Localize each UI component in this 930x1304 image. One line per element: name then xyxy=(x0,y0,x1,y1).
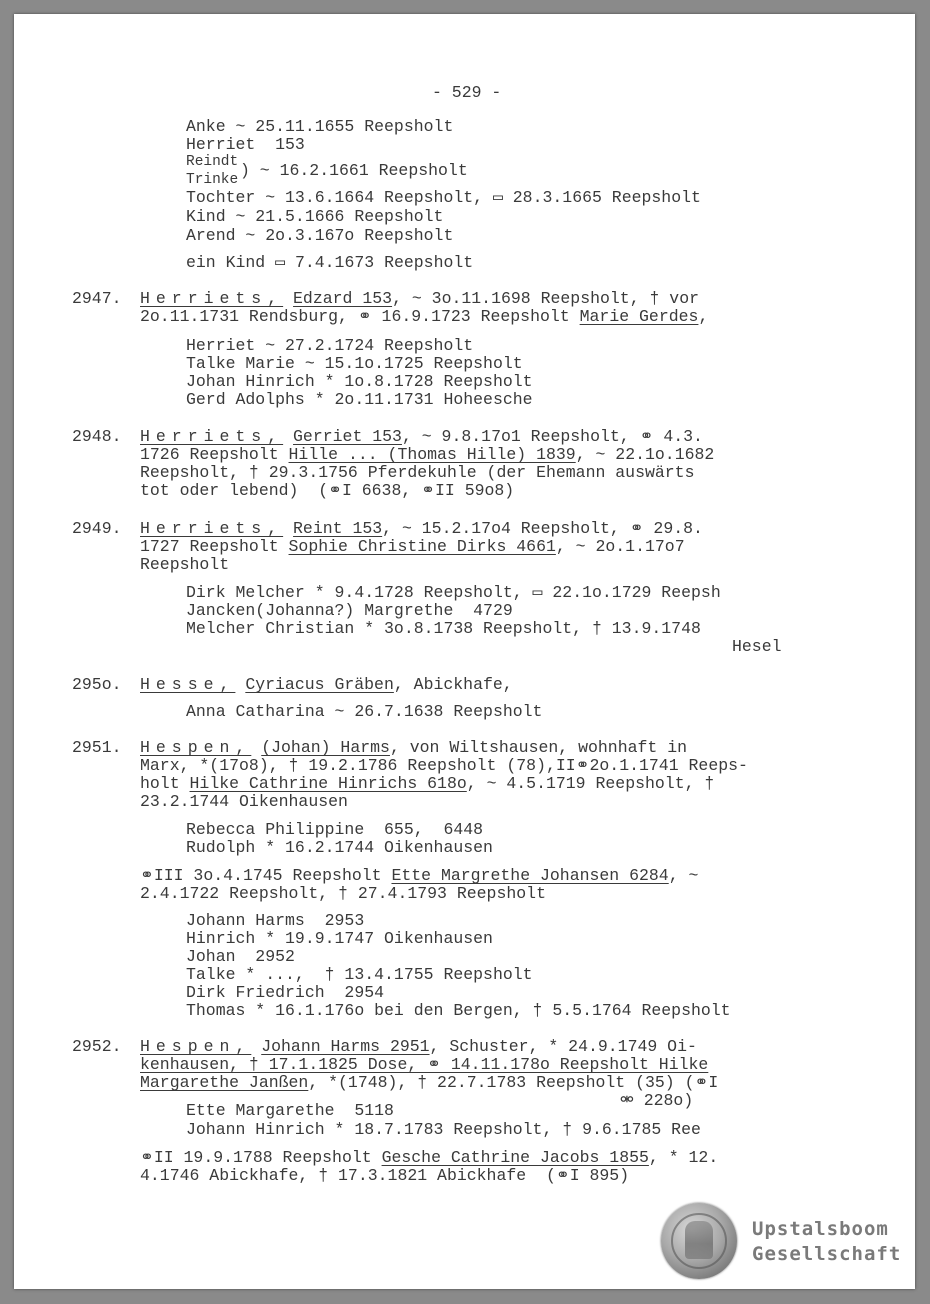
entry-line: tot oder lebend) (⚭I 6638, ⚭II 59o8) xyxy=(140,481,515,500)
list-item: Hinrich * 19.9.1747 Oikenhausen xyxy=(186,929,493,948)
entry-text: , ~ 4.5.1719 Reepsholt, † xyxy=(466,774,715,793)
entry-surname: Herriets, xyxy=(140,289,284,308)
list-item: Johan 2952 xyxy=(186,947,295,966)
entry-text: , ~ 2o.1.17o7 xyxy=(555,537,685,556)
entry-text: , * 12. xyxy=(648,1148,719,1167)
entry-line xyxy=(140,775,714,793)
entry-heading xyxy=(140,739,687,757)
entry-text: 1726 Reepsholt xyxy=(140,445,289,464)
entry-number: 2947. xyxy=(72,289,122,308)
list-item: Melcher Christian * 3o.8.1738 Reepsholt, † 13.9.1748 xyxy=(186,619,701,638)
entry-text: kenhausen, † 17.1.1825 Dose, ⚭ 14.11.178o Reepsholt Hilke xyxy=(140,1055,709,1074)
document-page xyxy=(14,14,915,1289)
entry-text: , ~ 9.8.17o1 Reepsholt, ⚭ 4.3. xyxy=(401,427,703,446)
list-item: Thomas * 16.1.176o bei den Bergen, † 5.5.1764 Reepsholt xyxy=(186,1001,731,1020)
entry-line: Reepsholt, † 29.3.1756 Pferdekuhle (der Ehemann auswärts xyxy=(140,463,695,482)
entry-surname: Hesse, xyxy=(140,675,236,694)
list-item: Talke * ..., † 13.4.1755 Reepsholt xyxy=(186,965,533,984)
list-item: Rudolph * 16.2.1744 Oikenhausen xyxy=(186,838,493,857)
list-item: Rebecca Philippine 655, 6448 xyxy=(186,820,484,839)
entry-number: 2952. xyxy=(72,1037,122,1056)
spouse-name: Sophie Christine Dirks 4661 xyxy=(288,537,556,556)
list-item: Kind ~ 21.5.1666 Reepsholt xyxy=(186,207,444,226)
entry-surname: Hespen, xyxy=(140,1037,252,1056)
seal-figure xyxy=(685,1221,713,1259)
aside-note: ⚮ 228o) xyxy=(620,1091,694,1110)
entry-number: 2951. xyxy=(72,738,122,757)
entry-text: , Schuster, * 24.9.1749 Oi- xyxy=(429,1037,697,1056)
entry-given-name: Cyriacus Gräben xyxy=(245,675,394,694)
list-item: Talke Marie ~ 15.1o.1725 Reepsholt xyxy=(186,354,523,373)
entry-text: , ~ 3o.11.1698 Reepsholt, † vor xyxy=(392,289,700,308)
list-item: Dirk Friedrich 2954 xyxy=(186,983,385,1002)
entry-text: , ~ 15.2.17o4 Reepsholt, ⚭ 29.8. xyxy=(382,519,703,538)
entry-surname: Herriets, xyxy=(140,519,284,538)
entry-text: ⚭II 19.9.1788 Reepsholt xyxy=(140,1148,382,1167)
list-item: Ette Margarethe 5118 xyxy=(186,1101,394,1120)
entry-given-name: Edzard 153 xyxy=(293,289,393,308)
list-item: Trinke xyxy=(186,172,239,188)
entry-text: holt xyxy=(140,774,190,793)
society-seal-icon xyxy=(661,1203,737,1279)
spouse-name: Margarethe Janßen xyxy=(140,1073,309,1092)
list-item: Jancken(Johanna?) Margrethe 4729 xyxy=(186,601,513,620)
list-item: Johann Harms 2953 xyxy=(186,911,365,930)
spouse-name: Ette Margrethe Johansen 6284 xyxy=(391,866,669,885)
entry-text: , ~ xyxy=(668,866,699,885)
list-item: Tochter ~ 13.6.1664 Reepsholt, ▭ 28.3.1665 Reepsholt xyxy=(186,188,701,207)
entry-heading xyxy=(140,1038,697,1056)
entry-text: , Abickhafe, xyxy=(393,675,513,694)
marriage-line xyxy=(140,867,698,885)
entry-given-name: Johann Harms 2951 xyxy=(261,1037,430,1056)
spouse-name: Hilke Cathrine Hinrichs 618o xyxy=(189,774,467,793)
entry-text: , *(1748), † 22.7.1783 Reepsholt (35) (⚭I xyxy=(308,1073,719,1092)
entry-line xyxy=(140,1074,718,1092)
entry-text: , xyxy=(698,307,709,326)
spouse-name: Gesche Cathrine Jacobs 1855 xyxy=(381,1148,649,1167)
entry-line: 2.4.1722 Reepsholt, † 27.4.1793 Reepsholt xyxy=(140,884,546,903)
entry-number: 2949. xyxy=(72,519,122,538)
entry-heading xyxy=(140,290,699,308)
entry-heading xyxy=(140,428,703,446)
entry-line: 4.1746 Abickhafe, † 17.3.1821 Abickhafe (⚭I 895) xyxy=(140,1166,630,1185)
entry-text: ⚭III 3o.4.1745 Reepsholt xyxy=(140,866,392,885)
org-name-line1: Upstalsboom xyxy=(752,1218,889,1240)
entry-line: 23.2.1744 Oikenhausen xyxy=(140,792,348,811)
place-continuation: Hesel xyxy=(732,637,782,656)
list-item: Dirk Melcher * 9.4.1728 Reepsholt, ▭ 22.1o.1729 Reepsh xyxy=(186,583,721,602)
list-item: ) ~ 16.2.1661 Reepsholt xyxy=(240,161,468,180)
entry-given-name: Reint 153 xyxy=(293,519,383,538)
spouse-name: Hille ... (Thomas Hille) 1839 xyxy=(288,445,576,464)
entry-line: Reepsholt xyxy=(140,555,230,574)
list-item: Anke ~ 25.11.1655 Reepsholt xyxy=(186,117,454,136)
org-name-line2: Gesellschaft xyxy=(752,1243,902,1265)
list-item: Herriet 153 xyxy=(186,135,305,154)
entry-line: Marx, *(17o8), † 19.2.1786 Reepsholt (78),II⚭2o.1.1741 Reeps- xyxy=(140,756,748,775)
list-item: Gerd Adolphs * 2o.11.1731 Hoheesche xyxy=(186,390,533,409)
entry-line xyxy=(140,446,714,464)
list-item: Reindt xyxy=(186,154,239,170)
entry-line xyxy=(140,308,708,326)
entry-text: , von Wiltshausen, wohnhaft in xyxy=(389,738,688,757)
entry-number: 295o. xyxy=(72,675,122,694)
entry-given-name: Gerriet 153 xyxy=(293,427,402,446)
entry-line xyxy=(140,1056,708,1074)
list-item: Arend ~ 2o.3.167o Reepsholt xyxy=(186,226,454,245)
list-item: Herriet ~ 27.2.1724 Reepsholt xyxy=(186,336,474,355)
list-item: ein Kind ▭ 7.4.1673 Reepsholt xyxy=(186,253,474,272)
entry-number: 2948. xyxy=(72,427,122,446)
list-item: Anna Catharina ~ 26.7.1638 Reepsholt xyxy=(186,702,543,721)
page-number: - 529 - xyxy=(432,83,502,102)
entry-heading xyxy=(140,520,703,538)
list-item: Johann Hinrich * 18.7.1783 Reepsholt, † 9.6.1785 Ree xyxy=(186,1120,701,1139)
entry-line xyxy=(140,538,685,556)
entry-given-name: (Johan) Harms xyxy=(261,738,390,757)
spouse-name: Marie Gerdes xyxy=(579,307,699,326)
entry-text: 2o.11.1731 Rendsburg, ⚭ 16.9.1723 Reepsholt xyxy=(140,307,580,326)
marriage-line xyxy=(140,1149,718,1167)
entry-text: , ~ 22.1o.1682 xyxy=(575,445,715,464)
entry-surname: Herriets, xyxy=(140,427,284,446)
entry-text: 1727 Reepsholt xyxy=(140,537,289,556)
entry-surname: Hespen, xyxy=(140,738,252,757)
list-item: Johan Hinrich * 1o.8.1728 Reepsholt xyxy=(186,372,533,391)
entry-heading xyxy=(140,676,513,694)
